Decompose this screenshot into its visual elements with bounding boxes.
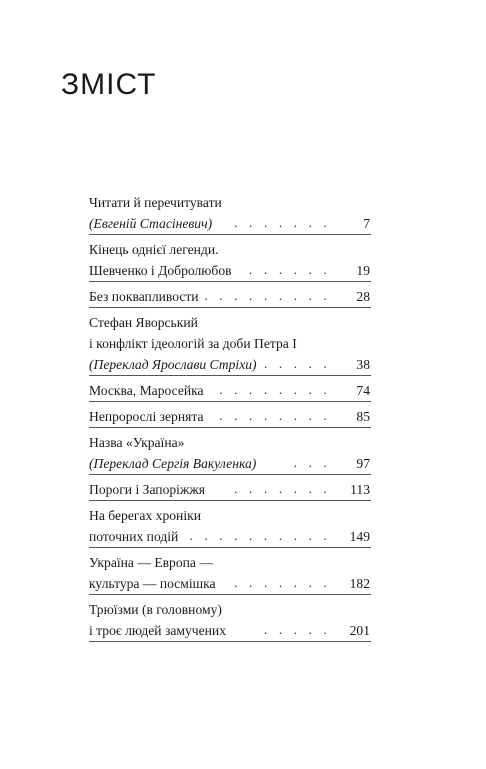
page-number: 85 [356, 409, 370, 424]
entry-title-line: Шевченко і Добролюбов [89, 263, 232, 278]
leader-dots: . . . . . . . [234, 481, 331, 496]
entry-title-line: Москва, Маросейка [89, 383, 204, 398]
entry-line [89, 406, 371, 427]
page-number: 201 [349, 623, 370, 638]
entry-title-line: Україна — Европа — [89, 555, 213, 570]
entry-title-line: (Переклад Ярослави Стріхи) [89, 357, 257, 372]
toc-entry [89, 380, 371, 402]
entry-title-line: Назва «Україна» [89, 435, 185, 450]
entry-title-line: Стефан Яворський [89, 315, 198, 330]
page-number: 38 [356, 357, 370, 372]
entry-title-line: Непророслі зернята [89, 409, 204, 424]
leader-dots: . . . . . . . . [219, 382, 331, 397]
entry-line [89, 213, 371, 234]
toc-entry [89, 192, 371, 235]
page-number: 28 [356, 289, 370, 304]
leader-dots: . . . . . [263, 622, 331, 637]
entry-title-line: (Евгеній Стасіневич) [89, 216, 213, 231]
entry-line [89, 453, 371, 474]
toc-entry [89, 599, 371, 642]
leader-dots: . . . . . . . [234, 215, 331, 230]
entry-title-line: поточних подій [89, 529, 179, 544]
entry-line [89, 432, 371, 453]
toc-entry [89, 239, 371, 282]
page-number: 19 [356, 263, 370, 278]
toc-entry [89, 552, 371, 595]
page-number: 113 [350, 482, 370, 497]
leader-dots: . . . . . . . . . . [189, 528, 331, 543]
entry-title-line: і конфлікт ідеологій за доби Петра І [89, 336, 297, 351]
entry-line [89, 620, 371, 641]
entry-line [89, 312, 371, 333]
leader-dots: . . . . . . . [234, 575, 331, 590]
entry-title-line: Кінець однієї легенди. [89, 242, 219, 257]
entry-line [89, 573, 371, 594]
page-number: 149 [349, 529, 370, 544]
entry-line [89, 260, 371, 281]
entry-line [89, 505, 371, 526]
page-title: ЗМІСТ [61, 68, 157, 101]
entry-line [89, 286, 371, 307]
toc-entry [89, 432, 371, 475]
entry-title-line: (Переклад Сергія Вакуленка) [89, 456, 257, 471]
entry-line [89, 552, 371, 573]
toc-entry [89, 479, 371, 501]
entry-title-line: На берегах хроніки [89, 508, 201, 523]
entry-title-line: Трюїзми (в головному) [89, 602, 222, 617]
table-of-contents [89, 192, 371, 642]
entry-line [89, 479, 371, 500]
page-number: 182 [349, 576, 370, 591]
entry-title-line: Пороги і Запоріжжя [89, 482, 205, 497]
page-number: 74 [356, 383, 370, 398]
entry-line [89, 354, 371, 375]
leader-dots: . . . [293, 455, 331, 470]
toc-entry [89, 505, 371, 548]
entry-line [89, 599, 371, 620]
toc-entry [89, 406, 371, 428]
entry-title-line: і троє людей замучених [89, 623, 226, 638]
entry-title-line: Читати й перечитувати [89, 195, 222, 210]
entry-line [89, 239, 371, 260]
page-number: 7 [363, 216, 370, 231]
entry-line [89, 333, 371, 354]
toc-entry [89, 312, 371, 376]
toc-entry [89, 286, 371, 308]
entry-title-line: Без поквапливости [89, 289, 199, 304]
page-number: 97 [356, 456, 370, 471]
entry-title-line: культура — посмішка [89, 576, 216, 591]
leader-dots: . . . . . [263, 356, 331, 371]
leader-dots: . . . . . . [249, 262, 331, 277]
entry-line [89, 380, 371, 401]
leader-dots: . . . . . . . . . [204, 288, 331, 303]
entry-line [89, 526, 371, 547]
entry-line [89, 192, 371, 213]
leader-dots: . . . . . . . . [219, 408, 331, 423]
